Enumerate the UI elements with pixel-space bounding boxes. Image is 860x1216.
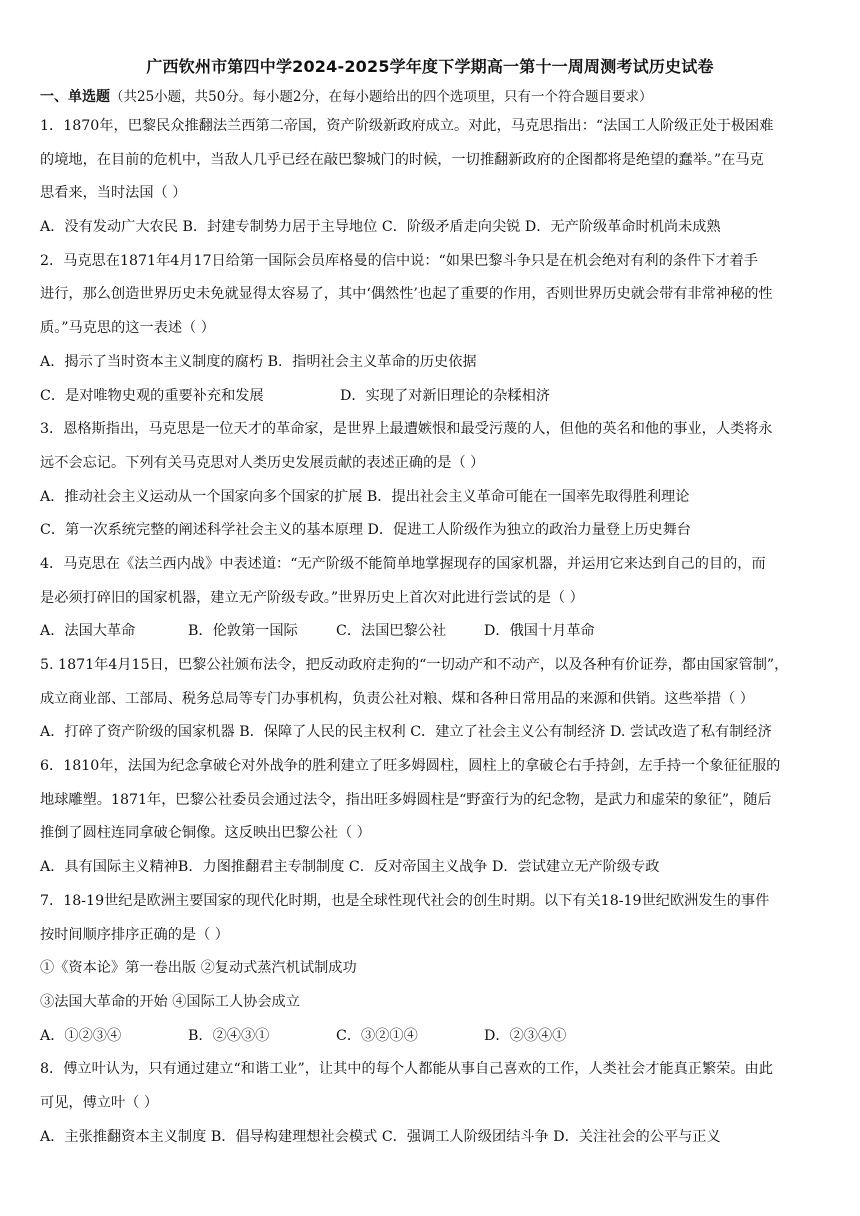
question-stem-line: 7．18-19世纪是欧洲主要国家的现代化时期，也是全球性现代社会的创生时期。以下有关18-19世纪欧洲发生的事件 — [40, 892, 770, 909]
question-stem-line: 质。”马克思的这一表述（ ） — [40, 320, 215, 337]
answer-option[interactable]: C．法国巴黎公社 — [336, 623, 447, 640]
option-row — [40, 514, 822, 548]
question-stem-line: 4．马克思在《法兰西内战》中表述道：“无产阶级不能简单地掌握现存的国家机器，并运用它来达到自己的目的，而 — [40, 555, 766, 572]
option-row — [40, 716, 822, 750]
question-stem-line: 的境地，在目前的危机中，当敌人几乎已经在敲巴黎城门的时候，一切推翻新政府的企图都将是绝望的蠢举。”在马克 — [40, 151, 764, 168]
option-row — [40, 481, 822, 515]
question-1 — [40, 110, 822, 245]
question-stem-line: 推倒了圆柱连同拿破仑铜像。这反映出巴黎公社（ ） — [40, 825, 371, 842]
question-8 — [40, 1053, 822, 1154]
section-heading-note: （共25小题，共50分。每小题2分，在每小题给出的四个选项里，只有一个符合题目要求） — [110, 89, 653, 105]
question-stem-line: 按时间顺序排序正确的是（ ） — [40, 926, 229, 943]
question-2 — [40, 245, 822, 413]
question-stem-line: 1．1870年，巴黎民众推翻法兰西第二帝国，资产阶级新政府成立。对此，马克思指出：“法国工人阶级正处于极困难 — [40, 118, 774, 134]
question-stem-line: 思看来，当时法国（ ） — [40, 185, 187, 202]
answer-option[interactable]: A．打碎了资产阶级的国家机器 B．保障了人民的民主权利 C．建立了社会主义公有制经济 D. 尝试改造了私有制经济 — [40, 724, 772, 741]
question-stem-line: 远不会忘记。下列有关马克思对人类历史发展贡献的表述正确的是（ ） — [40, 454, 485, 471]
answer-option[interactable]: B．②④③① — [188, 1027, 270, 1044]
answer-option[interactable]: A．法国大革命 — [40, 623, 136, 640]
page-title: 广西钦州市第四中学2024-2025学年度下学期高一第十一周周测考试历史试卷 — [146, 57, 714, 76]
question-stem-line: 8．傅立叶认为，只有通过建立“和谐工业”，让其中的每个人都能从事自己喜欢的工作，人类社会才能真正繁荣。由此 — [40, 1061, 773, 1078]
question-stem-line: 成立商业部、工部局、税务总局等专门办事机构，负责公社对粮、煤和各种日常用品的来源和供销。这些举措（ ） — [40, 690, 754, 707]
question-3 — [40, 413, 822, 548]
option-row — [40, 1121, 822, 1155]
option-row — [40, 615, 822, 649]
section-heading — [40, 84, 822, 110]
answer-option[interactable]: D．俄国十月革命 — [484, 623, 595, 640]
answer-option[interactable]: B．伦敦第一国际 — [188, 623, 298, 640]
answer-option[interactable]: D．②③④① — [484, 1027, 567, 1044]
answer-option[interactable]: A．主张推翻资本主义制度 B．倡导构建理想社会模式 C．强调工人阶级团结斗争 D．关注社会的公平与正义 — [40, 1128, 721, 1145]
question-stem-line: 6．1810年，法国为纪念拿破仑对外战争的胜利建立了旺多姆圆柱，圆柱上的拿破仑右手持剑，左手持一个象征征服的 — [40, 758, 781, 775]
answer-option[interactable]: C．第一次系统完整的阐述科学社会主义的基本原理 D．促进工人阶级作为独立的政治力量登上历史舞台 — [40, 522, 691, 539]
option-row — [40, 211, 822, 245]
option-row — [40, 1020, 822, 1054]
question-stem-line: 地球雕塑。1871年，巴黎公社委员会通过法令，指出旺多姆圆柱是“野蛮行为的纪念物，是武力和虚荣的象征”，随后 — [40, 791, 772, 808]
question-stem-line: ①《资本论》第一卷出版 ②复动式蒸汽机试制成功 — [40, 960, 357, 977]
question-4 — [40, 548, 822, 649]
answer-option[interactable]: D．实现了对新旧理论的杂糅相济 — [340, 387, 551, 404]
answer-option[interactable]: A．推动社会主义运动从一个国家向多个国家的扩展 B．提出社会主义革命可能在一国率先取得胜利理论 — [40, 488, 690, 505]
answer-option[interactable]: A．揭示了当时资本主义制度的腐朽 B．指明社会主义革命的历史依据 — [40, 353, 477, 370]
question-list — [40, 110, 822, 1154]
option-row — [40, 380, 822, 414]
answer-option[interactable]: A．①②③④ — [40, 1027, 122, 1044]
section-heading-label: 一、单选题 — [40, 89, 110, 105]
question-5 — [40, 649, 822, 750]
question-stem-line: 进行，那么创造世界历史未免就显得太容易了，其中‘偶然性’也起了重要的作用，否则世界历史就会带有非常神秘的性 — [40, 286, 773, 303]
question-7 — [40, 885, 822, 1053]
exam-content — [40, 84, 822, 1154]
option-row — [40, 346, 822, 380]
question-stem-line: 2．马克思在1871年4月17日给第一国际会员库格曼的信中说：“如果巴黎斗争只是在机会绝对有利的条件下才着手 — [40, 252, 758, 269]
question-stem-line: 可见，傅立叶（ ） — [40, 1094, 159, 1111]
answer-option[interactable]: C．③②①④ — [336, 1027, 418, 1044]
question-stem-line: 5. 1871年4月15日，巴黎公社颁布法令，把反动政府走狗的“一切动产和不动产，以及各种有价证券，都由国家管制”， — [40, 657, 789, 673]
question-stem-line: 是必须打碎旧的国家机器，建立无产阶级专政。”世界历史上首次对此进行尝试的是（ ） — [40, 589, 584, 606]
answer-option[interactable]: A．具有国际主义精神B．力图推翻君主专制制度 C．反对帝国主义战争 D．尝试建立无产阶级专政 — [40, 859, 660, 876]
answer-option[interactable]: C．是对唯物史观的重要补充和发展 — [40, 387, 264, 404]
question-stem-line: ③法国大革命的开始 ④国际工人协会成立 — [40, 993, 300, 1010]
answer-option[interactable]: A．没有发动广大农民 B．封建专制势力居于主导地位 C．阶级矛盾走向尖锐 D．无产阶级革命时机尚未成熟 — [40, 219, 721, 236]
question-6 — [40, 750, 822, 885]
question-stem-line: 3．恩格斯指出，马克思是一位天才的革命家，是世界上最遭嫉恨和最受污蔑的人，但他的英名和他的事业，人类将永 — [40, 421, 773, 438]
option-row — [40, 851, 822, 885]
